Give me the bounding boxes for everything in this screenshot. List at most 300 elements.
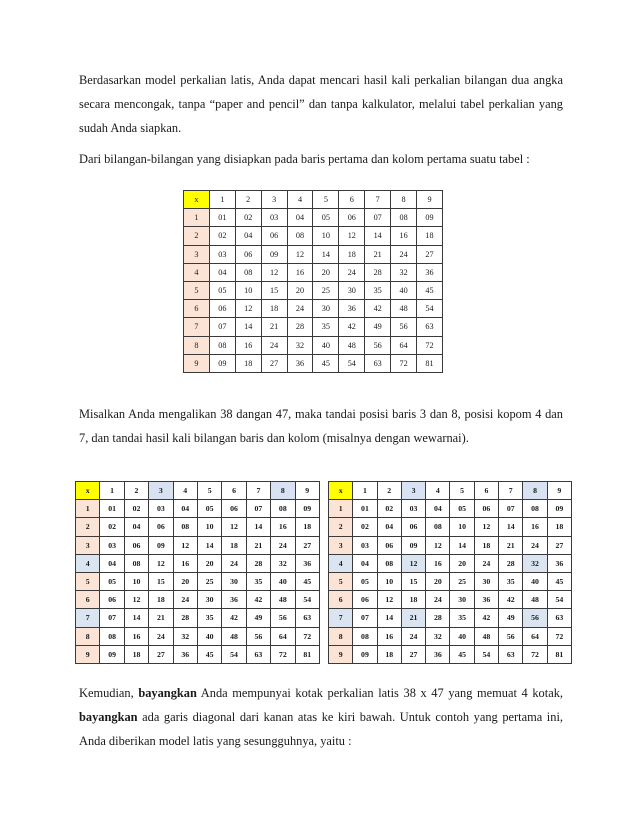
product-cell: 24 xyxy=(523,536,547,554)
product-cell: 12 xyxy=(426,536,450,554)
product-cell: 10 xyxy=(197,518,221,536)
product-cell: 08 xyxy=(100,627,124,645)
product-cell: 10 xyxy=(124,572,148,590)
product-cell: 27 xyxy=(149,645,173,663)
column-header: 8 xyxy=(271,482,295,500)
product-cell: 04 xyxy=(209,263,235,281)
product-cell: 04 xyxy=(124,518,148,536)
product-cell: 09 xyxy=(547,500,571,518)
product-cell: 14 xyxy=(197,536,221,554)
table-row xyxy=(184,263,443,281)
product-cell: 02 xyxy=(353,518,377,536)
product-cell: 14 xyxy=(235,318,261,336)
row-header: 2 xyxy=(184,227,210,245)
product-cell: 14 xyxy=(450,536,474,554)
product-cell: 10 xyxy=(313,227,339,245)
table-row xyxy=(76,591,320,609)
product-cell: 18 xyxy=(124,645,148,663)
product-cell: 08 xyxy=(124,554,148,572)
column-header: 5 xyxy=(197,482,221,500)
column-header: 5 xyxy=(450,482,474,500)
product-cell: 08 xyxy=(426,518,450,536)
table-row xyxy=(329,500,572,518)
product-cell: 05 xyxy=(197,500,221,518)
product-cell: 03 xyxy=(401,500,425,518)
table-row xyxy=(76,645,320,663)
column-header: 2 xyxy=(124,482,148,500)
product-cell: 16 xyxy=(235,336,261,354)
product-cell: 24 xyxy=(149,627,173,645)
product-cell: 30 xyxy=(222,572,246,590)
product-cell: 30 xyxy=(474,572,498,590)
table-row xyxy=(329,609,572,627)
product-cell: 72 xyxy=(523,645,547,663)
product-cell: 42 xyxy=(339,318,365,336)
column-header: 9 xyxy=(295,482,319,500)
product-cell: 25 xyxy=(313,281,339,299)
product-cell: 40 xyxy=(271,572,295,590)
table-row xyxy=(329,518,572,536)
row-header: 4 xyxy=(184,263,210,281)
product-cell: 09 xyxy=(100,645,124,663)
product-cell: 01 xyxy=(353,500,377,518)
product-cell: 27 xyxy=(295,536,319,554)
column-header: 1 xyxy=(100,482,124,500)
bold-keyword: bayangkan xyxy=(79,710,138,724)
product-cell: 07 xyxy=(365,209,391,227)
row-header: 8 xyxy=(184,336,210,354)
product-cell: 24 xyxy=(391,245,417,263)
table-row xyxy=(76,554,320,572)
product-cell: 09 xyxy=(417,209,443,227)
product-cell: 63 xyxy=(499,645,523,663)
table-row xyxy=(76,627,320,645)
product-cell: 02 xyxy=(209,227,235,245)
product-cell: 42 xyxy=(222,609,246,627)
product-cell: 06 xyxy=(222,500,246,518)
product-cell: 12 xyxy=(261,263,287,281)
product-cell: 21 xyxy=(401,609,425,627)
product-cell: 54 xyxy=(547,591,571,609)
column-header: 9 xyxy=(547,482,571,500)
product-cell: 81 xyxy=(547,645,571,663)
row-header: 8 xyxy=(76,627,100,645)
product-cell: 18 xyxy=(149,591,173,609)
product-cell: 05 xyxy=(313,209,339,227)
lattice-text-2: Anda mempunyai kotak perkalian latis 38 x 47 yang memuat 4 kotak, xyxy=(196,686,563,700)
product-cell: 07 xyxy=(353,609,377,627)
row-header: 3 xyxy=(184,245,210,263)
row-header: 3 xyxy=(329,536,353,554)
product-cell: 18 xyxy=(547,518,571,536)
product-cell: 45 xyxy=(197,645,221,663)
product-cell: 02 xyxy=(100,518,124,536)
product-cell: 40 xyxy=(450,627,474,645)
row-header: 1 xyxy=(76,500,100,518)
product-cell: 16 xyxy=(377,627,401,645)
product-cell: 09 xyxy=(209,354,235,372)
product-cell: 09 xyxy=(261,245,287,263)
product-cell: 14 xyxy=(313,245,339,263)
product-cell: 32 xyxy=(391,263,417,281)
product-cell: 49 xyxy=(499,609,523,627)
product-cell: 18 xyxy=(401,591,425,609)
table-row xyxy=(76,518,320,536)
table-row xyxy=(76,536,320,554)
product-cell: 01 xyxy=(209,209,235,227)
table-row xyxy=(329,645,572,663)
product-cell: 28 xyxy=(246,554,270,572)
product-cell: 25 xyxy=(450,572,474,590)
product-cell: 48 xyxy=(271,591,295,609)
table-row xyxy=(76,500,320,518)
product-cell: 20 xyxy=(450,554,474,572)
product-cell: 35 xyxy=(365,281,391,299)
product-cell: 14 xyxy=(124,609,148,627)
product-cell: 36 xyxy=(295,554,319,572)
product-cell: 06 xyxy=(377,536,401,554)
product-cell: 12 xyxy=(339,227,365,245)
product-cell: 36 xyxy=(222,591,246,609)
product-cell: 12 xyxy=(173,536,197,554)
row-header: 6 xyxy=(76,591,100,609)
product-cell: 09 xyxy=(295,500,319,518)
product-cell: 06 xyxy=(100,591,124,609)
product-cell: 27 xyxy=(417,245,443,263)
product-cell: 10 xyxy=(235,281,261,299)
product-cell: 28 xyxy=(426,609,450,627)
row-header: 8 xyxy=(329,627,353,645)
column-header: 2 xyxy=(377,482,401,500)
product-cell: 08 xyxy=(523,500,547,518)
row-header: 9 xyxy=(76,645,100,663)
row-header: 6 xyxy=(184,300,210,318)
product-cell: 16 xyxy=(287,263,313,281)
row-header: 4 xyxy=(76,554,100,572)
row-header: 5 xyxy=(76,572,100,590)
column-header: 7 xyxy=(499,482,523,500)
column-header: 8 xyxy=(391,191,417,209)
column-header: 4 xyxy=(287,191,313,209)
product-cell: 15 xyxy=(401,572,425,590)
product-cell: 07 xyxy=(209,318,235,336)
product-cell: 02 xyxy=(377,500,401,518)
product-cell: 16 xyxy=(271,518,295,536)
column-header: 6 xyxy=(339,191,365,209)
product-cell: 45 xyxy=(417,281,443,299)
product-cell: 32 xyxy=(173,627,197,645)
product-cell: 16 xyxy=(173,554,197,572)
product-cell: 54 xyxy=(222,645,246,663)
product-cell: 45 xyxy=(295,572,319,590)
product-cell: 06 xyxy=(353,591,377,609)
row-header: 2 xyxy=(76,518,100,536)
product-cell: 24 xyxy=(287,300,313,318)
row-header: 5 xyxy=(184,281,210,299)
product-cell: 54 xyxy=(339,354,365,372)
product-cell: 40 xyxy=(391,281,417,299)
product-cell: 07 xyxy=(499,500,523,518)
product-cell: 36 xyxy=(426,645,450,663)
product-cell: 08 xyxy=(271,500,295,518)
product-cell: 04 xyxy=(235,227,261,245)
product-cell: 06 xyxy=(149,518,173,536)
product-cell: 36 xyxy=(287,354,313,372)
table-row xyxy=(184,281,443,299)
product-cell: 64 xyxy=(271,627,295,645)
product-cell: 45 xyxy=(450,645,474,663)
product-cell: 08 xyxy=(235,263,261,281)
product-cell: 32 xyxy=(426,627,450,645)
table-row xyxy=(184,318,443,336)
product-cell: 12 xyxy=(222,518,246,536)
product-cell: 40 xyxy=(197,627,221,645)
product-cell: 63 xyxy=(295,609,319,627)
row-header: 6 xyxy=(329,591,353,609)
product-cell: 03 xyxy=(209,245,235,263)
product-cell: 04 xyxy=(287,209,313,227)
product-cell: 20 xyxy=(197,554,221,572)
product-cell: 35 xyxy=(197,609,221,627)
product-cell: 24 xyxy=(426,591,450,609)
product-cell: 24 xyxy=(261,336,287,354)
product-cell: 16 xyxy=(391,227,417,245)
product-cell: 10 xyxy=(377,572,401,590)
product-cell: 24 xyxy=(271,536,295,554)
lattice-text-3: ada garis diagonal dari kanan atas ke kiri bawah. Untuk contoh yang pertama ini, Anda diberikan model latis yang sesungguhnya, yaitu : xyxy=(79,710,563,748)
product-cell: 02 xyxy=(124,500,148,518)
product-cell: 27 xyxy=(547,536,571,554)
product-cell: 30 xyxy=(450,591,474,609)
column-header: 3 xyxy=(401,482,425,500)
product-cell: 36 xyxy=(339,300,365,318)
column-header: 6 xyxy=(474,482,498,500)
product-cell: 08 xyxy=(353,627,377,645)
product-cell: 42 xyxy=(365,300,391,318)
product-cell: 16 xyxy=(523,518,547,536)
column-header: 4 xyxy=(426,482,450,500)
product-cell: 48 xyxy=(222,627,246,645)
corner-cell: x xyxy=(76,482,100,500)
product-cell: 72 xyxy=(417,336,443,354)
lattice-text-1: Kemudian, xyxy=(79,686,139,700)
product-cell: 42 xyxy=(474,609,498,627)
product-cell: 27 xyxy=(261,354,287,372)
product-cell: 20 xyxy=(173,572,197,590)
product-cell: 16 xyxy=(124,627,148,645)
multiplication-table xyxy=(183,190,443,373)
table-row xyxy=(76,609,320,627)
product-cell: 06 xyxy=(235,245,261,263)
product-cell: 48 xyxy=(474,627,498,645)
product-cell: 35 xyxy=(450,609,474,627)
column-header: 8 xyxy=(523,482,547,500)
product-cell: 12 xyxy=(149,554,173,572)
column-header: 1 xyxy=(209,191,235,209)
table-row xyxy=(184,354,443,372)
product-cell: 18 xyxy=(295,518,319,536)
product-cell: 28 xyxy=(287,318,313,336)
product-cell: 63 xyxy=(417,318,443,336)
product-cell: 48 xyxy=(339,336,365,354)
product-cell: 32 xyxy=(287,336,313,354)
table-row xyxy=(329,591,572,609)
product-cell: 45 xyxy=(313,354,339,372)
product-cell: 24 xyxy=(401,627,425,645)
product-cell: 21 xyxy=(246,536,270,554)
product-cell: 28 xyxy=(499,554,523,572)
column-header: 6 xyxy=(222,482,246,500)
product-cell: 56 xyxy=(271,609,295,627)
product-cell: 08 xyxy=(391,209,417,227)
product-cell: 20 xyxy=(287,281,313,299)
product-cell: 72 xyxy=(547,627,571,645)
product-cell: 01 xyxy=(100,500,124,518)
column-header: 9 xyxy=(417,191,443,209)
product-cell: 30 xyxy=(197,591,221,609)
product-cell: 18 xyxy=(377,645,401,663)
product-cell: 72 xyxy=(295,627,319,645)
product-cell: 04 xyxy=(173,500,197,518)
product-cell: 14 xyxy=(246,518,270,536)
product-cell: 63 xyxy=(547,609,571,627)
row-header: 2 xyxy=(329,518,353,536)
product-cell: 36 xyxy=(417,263,443,281)
product-cell: 04 xyxy=(377,518,401,536)
product-cell: 06 xyxy=(474,500,498,518)
row-header: 7 xyxy=(76,609,100,627)
row-header: 9 xyxy=(329,645,353,663)
product-cell: 35 xyxy=(313,318,339,336)
product-cell: 07 xyxy=(246,500,270,518)
product-cell: 03 xyxy=(353,536,377,554)
product-cell: 36 xyxy=(173,645,197,663)
product-cell: 72 xyxy=(271,645,295,663)
column-header: 7 xyxy=(365,191,391,209)
column-header: 2 xyxy=(235,191,261,209)
product-cell: 07 xyxy=(100,609,124,627)
product-cell: 21 xyxy=(499,536,523,554)
product-cell: 30 xyxy=(313,300,339,318)
product-cell: 54 xyxy=(295,591,319,609)
product-cell: 05 xyxy=(209,281,235,299)
product-cell: 05 xyxy=(353,572,377,590)
product-cell: 56 xyxy=(499,627,523,645)
column-header: 3 xyxy=(149,482,173,500)
table-row xyxy=(329,627,572,645)
product-cell: 06 xyxy=(124,536,148,554)
example-paragraph: Misalkan Anda mengalikan 38 dangan 47, maka tandai posisi baris 3 dan 8, posisi kopom 4 dan 7, dan tandai hasil kali bilangan baris dan kolom (misalnya dengan wewarnai). xyxy=(79,407,563,445)
product-cell: 48 xyxy=(523,591,547,609)
table-row xyxy=(184,336,443,354)
table-row xyxy=(184,245,443,263)
product-cell: 28 xyxy=(365,263,391,281)
product-cell: 14 xyxy=(377,609,401,627)
product-cell: 04 xyxy=(426,500,450,518)
product-cell: 15 xyxy=(149,572,173,590)
lattice-paragraph xyxy=(79,681,563,753)
bold-keyword: bayangkan xyxy=(138,686,197,700)
column-header: 4 xyxy=(173,482,197,500)
product-cell: 03 xyxy=(100,536,124,554)
product-cell: 21 xyxy=(365,245,391,263)
row-header: 9 xyxy=(184,354,210,372)
product-cell: 56 xyxy=(391,318,417,336)
product-cell: 35 xyxy=(246,572,270,590)
product-cell: 56 xyxy=(365,336,391,354)
corner-cell: x xyxy=(184,191,210,209)
product-cell: 08 xyxy=(377,554,401,572)
product-cell: 06 xyxy=(401,518,425,536)
product-cell: 24 xyxy=(222,554,246,572)
row-header: 1 xyxy=(184,209,210,227)
row-header: 3 xyxy=(76,536,100,554)
table-row xyxy=(76,572,320,590)
product-cell: 15 xyxy=(261,281,287,299)
product-cell: 35 xyxy=(499,572,523,590)
product-cell: 54 xyxy=(417,300,443,318)
product-cell: 36 xyxy=(474,591,498,609)
highlighted-table-right xyxy=(328,481,572,664)
product-cell: 12 xyxy=(377,591,401,609)
product-cell: 56 xyxy=(246,627,270,645)
product-cell: 03 xyxy=(149,500,173,518)
product-cell: 12 xyxy=(124,591,148,609)
product-cell: 56 xyxy=(523,609,547,627)
product-cell: 45 xyxy=(547,572,571,590)
product-cell: 09 xyxy=(353,645,377,663)
product-cell: 49 xyxy=(365,318,391,336)
product-cell: 54 xyxy=(474,645,498,663)
product-cell: 12 xyxy=(287,245,313,263)
product-cell: 08 xyxy=(287,227,313,245)
product-cell: 06 xyxy=(209,300,235,318)
row-header: 1 xyxy=(329,500,353,518)
product-cell: 81 xyxy=(417,354,443,372)
product-cell: 20 xyxy=(313,263,339,281)
product-cell: 08 xyxy=(209,336,235,354)
product-cell: 24 xyxy=(474,554,498,572)
product-cell: 30 xyxy=(339,281,365,299)
product-cell: 49 xyxy=(246,609,270,627)
product-cell: 05 xyxy=(450,500,474,518)
product-cell: 12 xyxy=(474,518,498,536)
table-row xyxy=(184,300,443,318)
product-cell: 08 xyxy=(173,518,197,536)
product-cell: 03 xyxy=(261,209,287,227)
intro-paragraph: Berdasarkan model perkalian latis, Anda dapat mencari hasil kali perkalian bilangan dua angka secara mencongak, tanpa “paper and pencil” dan tanpa kalkulator, melalui tabel perkalian yang sudah Anda siapkan. xyxy=(79,73,563,135)
product-cell: 04 xyxy=(353,554,377,572)
product-cell: 09 xyxy=(401,536,425,554)
highlighted-table-left xyxy=(75,481,320,664)
product-cell: 64 xyxy=(391,336,417,354)
product-cell: 02 xyxy=(235,209,261,227)
product-cell: 12 xyxy=(401,554,425,572)
product-cell: 63 xyxy=(246,645,270,663)
table-row xyxy=(329,554,572,572)
product-cell: 18 xyxy=(474,536,498,554)
product-cell: 48 xyxy=(391,300,417,318)
header-row xyxy=(76,482,320,500)
product-cell: 42 xyxy=(499,591,523,609)
column-header: 7 xyxy=(246,482,270,500)
product-cell: 18 xyxy=(339,245,365,263)
table-row xyxy=(184,209,443,227)
row-header: 5 xyxy=(329,572,353,590)
product-cell: 25 xyxy=(197,572,221,590)
product-cell: 32 xyxy=(523,554,547,572)
product-cell: 40 xyxy=(313,336,339,354)
